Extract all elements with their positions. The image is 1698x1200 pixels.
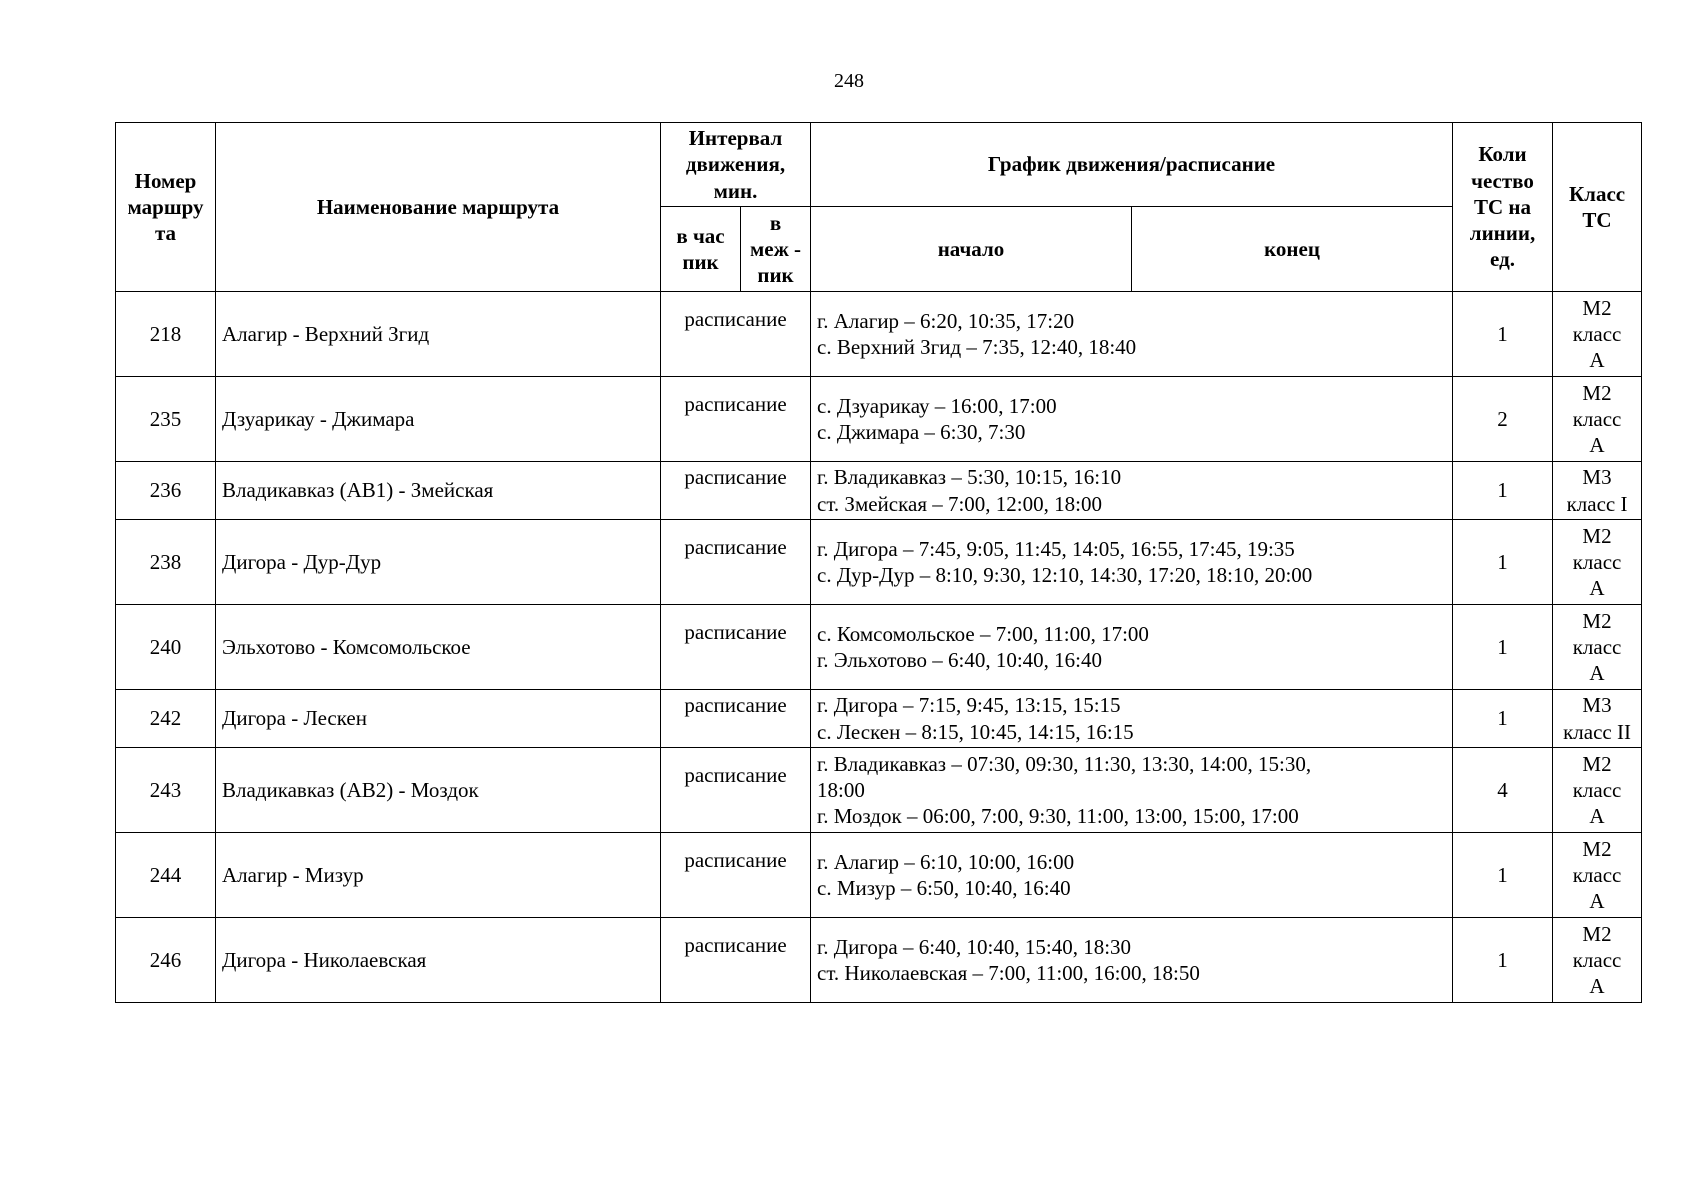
vehicle-class: М3 класс I	[1553, 462, 1642, 520]
route-interval: расписание	[661, 690, 811, 748]
route-number: 244	[116, 833, 216, 918]
route-number: 236	[116, 462, 216, 520]
header-interval: Интервал движения, мин.	[661, 123, 811, 207]
table-row	[116, 292, 1642, 377]
route-name: Алагир - Мизур	[216, 833, 661, 918]
route-interval: расписание	[661, 520, 811, 605]
route-schedule: г. Дигора – 7:15, 9:45, 13:15, 15:15 с. Лескен – 8:15, 10:45, 14:15, 16:15	[811, 690, 1453, 748]
route-schedule: с. Комсомольское – 7:00, 11:00, 17:00 г. Эльхотово – 6:40, 10:40, 16:40	[811, 605, 1453, 690]
table-row	[116, 748, 1642, 833]
header-schedule: График движения/расписание	[811, 123, 1453, 207]
table-row	[116, 690, 1642, 748]
route-interval: расписание	[661, 377, 811, 462]
vehicle-class: М2 класс А	[1553, 292, 1642, 377]
route-name: Владикавказ (АВ1) - Змейская	[216, 462, 661, 520]
header-schedule-end: конец	[1132, 207, 1453, 292]
route-name: Эльхотово - Комсомольское	[216, 605, 661, 690]
table-row	[116, 377, 1642, 462]
route-schedule: г. Владикавказ – 5:30, 10:15, 16:10 ст. Змейская – 7:00, 12:00, 18:00	[811, 462, 1453, 520]
route-interval: расписание	[661, 605, 811, 690]
route-interval: расписание	[661, 462, 811, 520]
vehicle-class: М2 класс А	[1553, 605, 1642, 690]
route-name: Дигора - Николаевская	[216, 918, 661, 1003]
route-schedule: г. Владикавказ – 07:30, 09:30, 11:30, 13:30, 14:00, 15:30, 18:00 г. Моздок – 06:00, 7:00, 9:30, 11:00, 13:00, 15:00, 17:00	[811, 748, 1453, 833]
route-schedule: г. Дигора – 7:45, 9:05, 11:45, 14:05, 16:55, 17:45, 19:35 с. Дур-Дур – 8:10, 9:30, 12:10, 14:30, 17:20, 18:10, 20:00	[811, 520, 1453, 605]
vehicle-count: 1	[1453, 605, 1553, 690]
table-row	[116, 918, 1642, 1003]
page-number: 248	[834, 70, 864, 92]
vehicle-count: 2	[1453, 377, 1553, 462]
header-interval-peak: в час пик	[661, 207, 741, 292]
route-name: Алагир - Верхний Згид	[216, 292, 661, 377]
table-row	[116, 520, 1642, 605]
route-number: 243	[116, 748, 216, 833]
route-number: 235	[116, 377, 216, 462]
vehicle-count: 4	[1453, 748, 1553, 833]
header-interval-offpeak: в меж - пик	[741, 207, 811, 292]
vehicle-count: 1	[1453, 520, 1553, 605]
route-number: 238	[116, 520, 216, 605]
vehicle-class: М3 класс II	[1553, 690, 1642, 748]
vehicle-count: 1	[1453, 462, 1553, 520]
header-vehicle-count: Коли чество ТС на линии, ед.	[1453, 123, 1553, 292]
route-name: Дигора - Лескен	[216, 690, 661, 748]
route-interval: расписание	[661, 918, 811, 1003]
vehicle-count: 1	[1453, 833, 1553, 918]
vehicle-class: М2 класс А	[1553, 748, 1642, 833]
vehicle-count: 1	[1453, 918, 1553, 1003]
header-schedule-start: начало	[811, 207, 1132, 292]
header-route-number: Номер маршру та	[116, 123, 216, 292]
vehicle-count: 1	[1453, 690, 1553, 748]
route-number: 246	[116, 918, 216, 1003]
route-number: 240	[116, 605, 216, 690]
route-interval: расписание	[661, 833, 811, 918]
vehicle-class: М2 класс А	[1553, 520, 1642, 605]
vehicle-class: М2 класс А	[1553, 918, 1642, 1003]
route-name: Дзуарикау - Джимара	[216, 377, 661, 462]
table-row	[116, 833, 1642, 918]
route-interval: расписание	[661, 748, 811, 833]
table-row	[116, 605, 1642, 690]
header-route-name: Наименование маршрута	[216, 123, 661, 292]
vehicle-count: 1	[1453, 292, 1553, 377]
table-row	[116, 462, 1642, 520]
route-schedule: с. Дзуарикау – 16:00, 17:00 с. Джимара – 6:30, 7:30	[811, 377, 1453, 462]
route-number: 218	[116, 292, 216, 377]
route-schedule-table	[115, 122, 1642, 1003]
route-name: Владикавказ (АВ2) - Моздок	[216, 748, 661, 833]
route-number: 242	[116, 690, 216, 748]
route-interval: расписание	[661, 292, 811, 377]
route-schedule: г. Дигора – 6:40, 10:40, 15:40, 18:30 ст. Николаевская – 7:00, 11:00, 16:00, 18:50	[811, 918, 1453, 1003]
route-schedule: г. Алагир – 6:10, 10:00, 16:00 с. Мизур – 6:50, 10:40, 16:40	[811, 833, 1453, 918]
header-vehicle-class: Класс ТС	[1553, 123, 1642, 292]
vehicle-class: М2 класс А	[1553, 377, 1642, 462]
route-schedule: г. Алагир – 6:20, 10:35, 17:20 с. Верхний Згид – 7:35, 12:40, 18:40	[811, 292, 1453, 377]
route-name: Дигора - Дур-Дур	[216, 520, 661, 605]
vehicle-class: М2 класс А	[1553, 833, 1642, 918]
